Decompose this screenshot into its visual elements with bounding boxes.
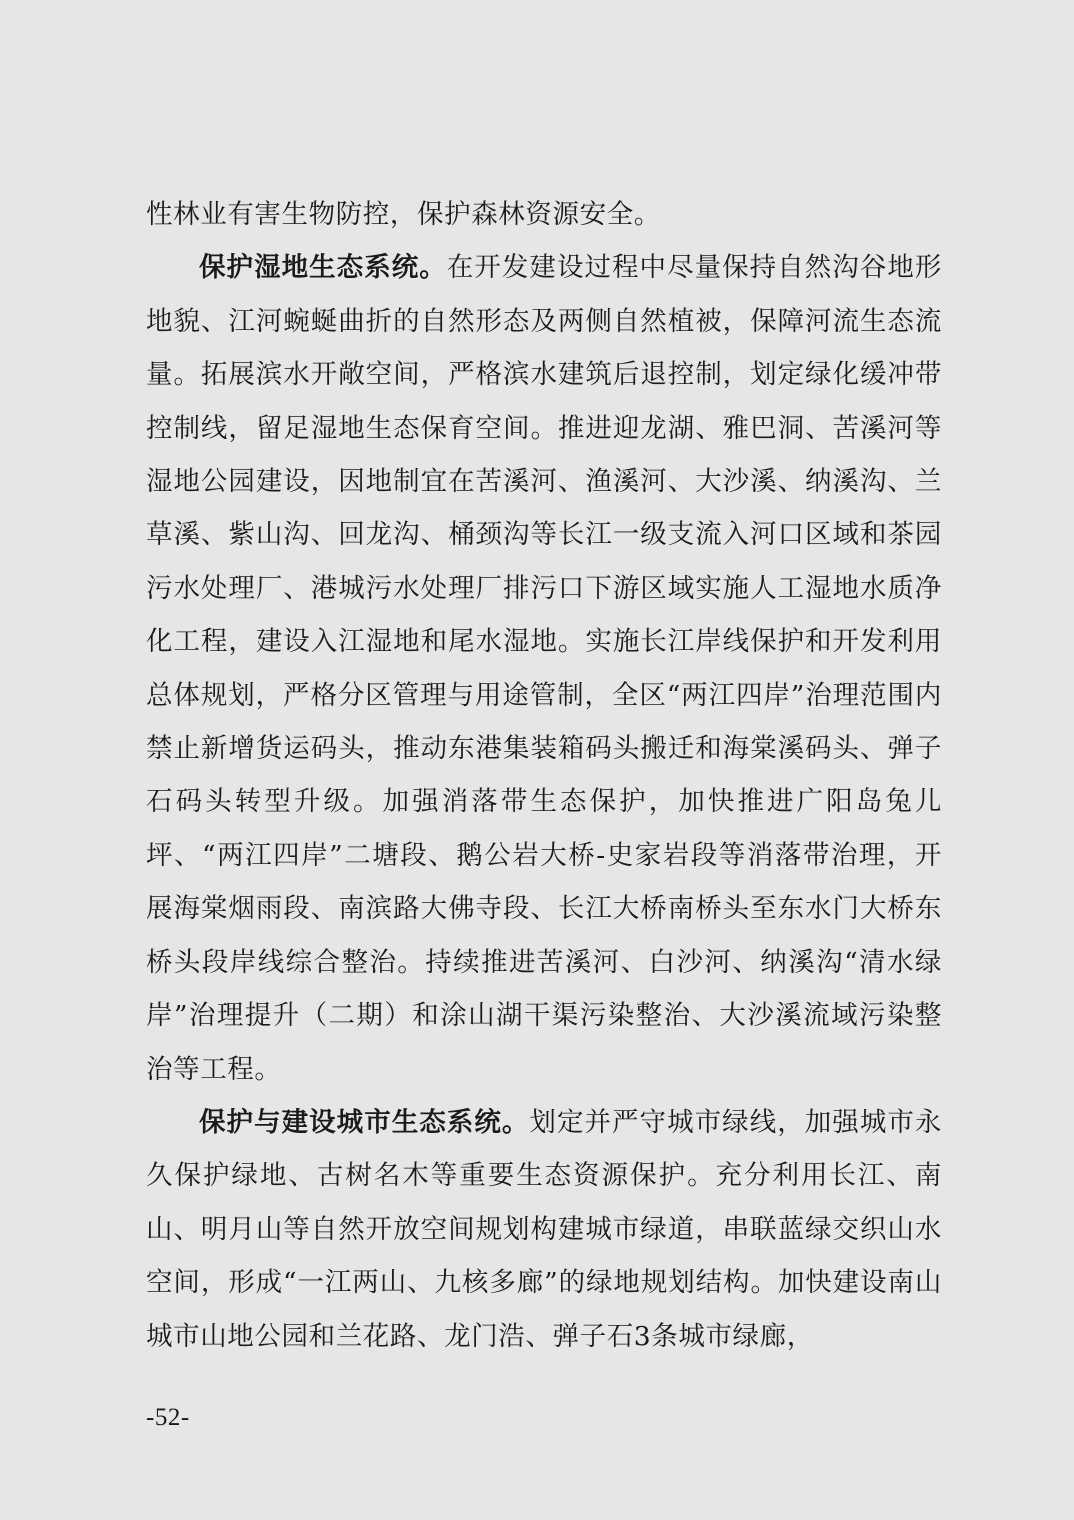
paragraph-heading: 保护湿地生态系统。 [199, 252, 447, 284]
paragraph-heading: 保护与建设城市生态系统。 [199, 1106, 530, 1138]
paragraph-body: 划定并严守城市绿线，加强城市永久保护绿地、古树名木等重要生态资源保护。充分利用长江、南山、明月山等自然开放空间规划构建城市绿道，串联蓝绿交织山水空间，形成“一江两山、九核多廊”的绿地规划结构。加快建设南山城市山地公园和兰花路、龙门浩、弹子石3条城市绿廊， [146, 1106, 943, 1352]
paragraph-continuation [146, 188, 942, 241]
paragraph-wetland [146, 241, 942, 1096]
paragraph-urban [146, 1096, 942, 1363]
body-text [146, 188, 942, 1363]
paragraph-body: 在开发建设过程中尽量保持自然沟谷地形地貌、江河蜿蜒曲折的自然形态及两侧自然植被，保障河流生态流量。拓展滨水开敞空间，严格滨水建筑后退控制，划定绿化缓冲带控制线，留足湿地生态保育空间。推进迎龙湖、雅巴洞、苦溪河等湿地公园建设，因地制宜在苦溪河、渔溪河、大沙溪、纳溪沟、兰草溪、紫山沟、回龙沟、桶颈沟等长江一级支流入河口区域和茶园污水处理厂、港城污水处理厂排污口下游区域实施人工湿地水质净化工程，建设入江湿地和尾水湿地。实施长江岸线保护和开发利用总体规划，严格分区管理与用途管制，全区“两江四岸”治理范围内禁止新增货运码头，推动东港集装箱码头搬迁和海棠溪码头、弹子石码头转型升级。加强消落带生态保护，加快推进广阳岛兔儿坪、“两江四岸”二塘段、鹅公岩大桥-史家岩段等消落带治理，开展海棠烟雨段、南滨路大佛寺段、长江大桥南桥头至东水门大桥东桥头段岸线综合整治。持续推进苦溪河、白沙河、纳溪沟“清水绿岸”治理提升（二期）和涂山湖干渠污染整治、大沙溪流域污染整治等工程。 [146, 252, 942, 1085]
page-number: -52- [146, 1404, 190, 1431]
paragraph-body: 性林业有害生物防控，保护森林资源安全。 [146, 199, 661, 230]
